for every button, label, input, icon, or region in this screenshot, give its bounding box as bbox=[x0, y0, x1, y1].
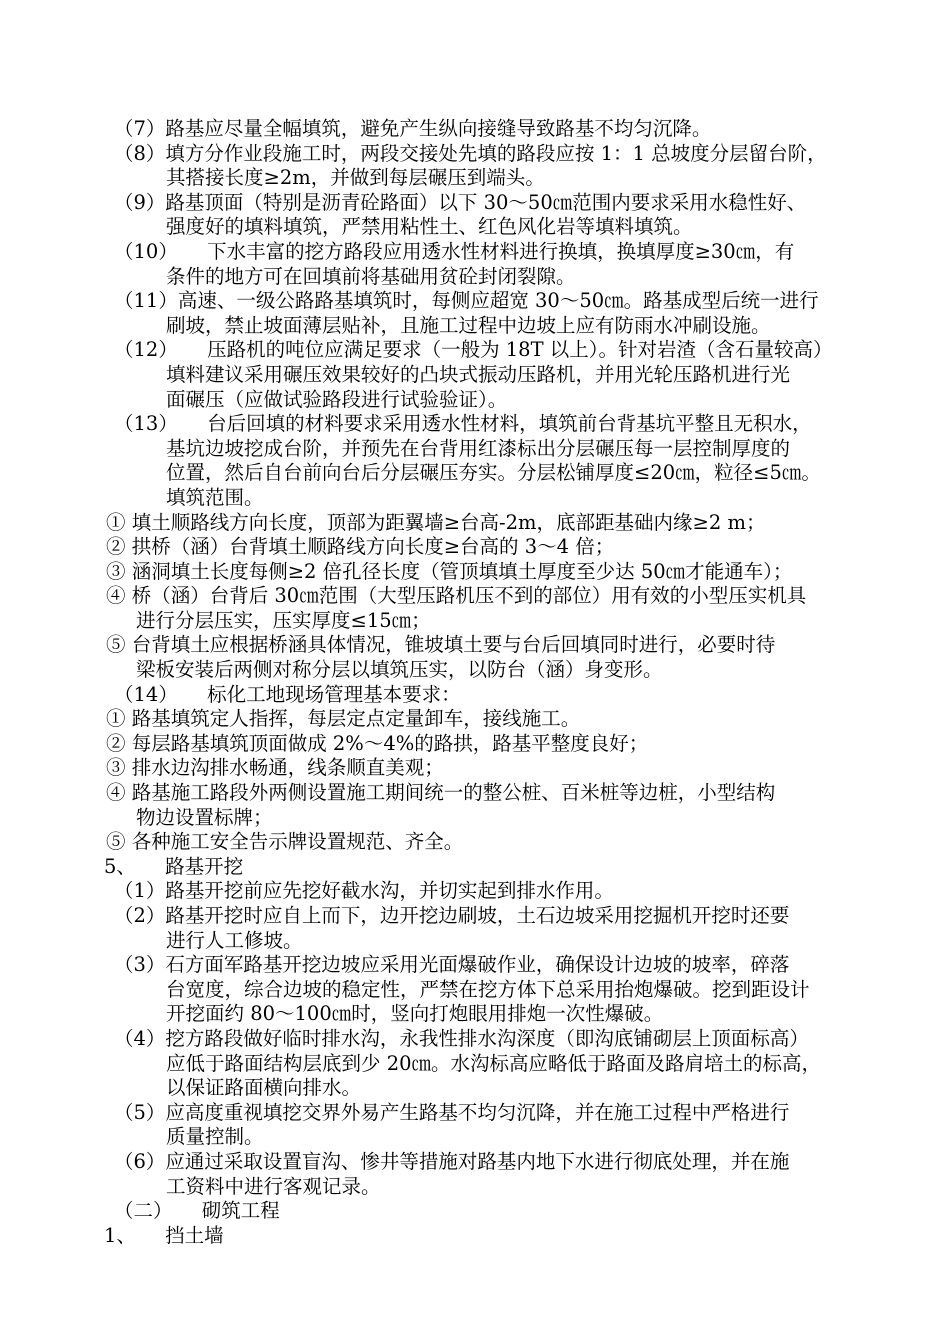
paragraph-c4 bbox=[104, 584, 894, 633]
text-line: （2）路基开挖时应自上而下，边开挖边刷坡，土石边坡采用挖掘机开挖时还要 bbox=[114, 904, 790, 927]
text-line: （9）路基顶面（特别是沥青砼路面）以下 30～50㎝范围内要求采用水稳性好、 bbox=[114, 190, 807, 214]
text-line: 以保证路面横向排水。 bbox=[166, 1076, 362, 1100]
paragraph-c1 bbox=[104, 511, 894, 536]
text-line: 1、 挡土墙 bbox=[104, 1223, 224, 1247]
text-line: ② 拱桥（涵）台背填土顺路线方向长度≥台高的 3～4 倍； bbox=[106, 535, 615, 559]
paragraph-e4 bbox=[104, 1027, 894, 1101]
paragraph-d4 bbox=[104, 781, 894, 830]
text-line: 刷坡，禁止坡面薄层贴补，且施工过程中边坡上应有防雨水冲刷设施。 bbox=[166, 313, 771, 337]
paragraph-c5 bbox=[104, 633, 894, 682]
paragraph-p14 bbox=[104, 683, 894, 708]
text-line: ③ 排水边沟排水畅通，线条顺直美观； bbox=[106, 756, 444, 780]
text-line: ⑤ 各种施工安全告示牌设置规范、齐全。 bbox=[106, 830, 464, 854]
text-line: 5、 路基开挖 bbox=[104, 854, 244, 878]
text-line: （4）挖方路段做好临时排水沟，永我性排水沟深度（即沟底铺砌层上顶面标高） bbox=[114, 1026, 809, 1050]
paragraph-p13 bbox=[104, 412, 894, 510]
text-line: 条件的地方可在回填前将基础用贫砼封闭裂隙。 bbox=[166, 264, 576, 288]
document-body bbox=[104, 117, 894, 1248]
paragraph-c3 bbox=[104, 560, 894, 585]
text-line: 强度好的填料填筑，严禁用粘性土、红色风化岩等填料填筑。 bbox=[166, 215, 693, 239]
text-line: （5）应高度重视填挖交界外易产生路基不均匀沉降，并在施工过程中严格进行 bbox=[114, 1100, 790, 1124]
paragraph-e5 bbox=[104, 1101, 894, 1150]
text-line: （8）填方分作业段施工时，两段交接处先填的路段应按 1：1 总坡度分层留台阶， bbox=[114, 141, 827, 165]
paragraph-p8 bbox=[104, 142, 894, 191]
paragraph-p11 bbox=[104, 289, 894, 338]
text-line: 应低于路面结构层底到少 20㎝。水沟标高应略低于路面及路肩培土的标高， bbox=[166, 1051, 822, 1075]
paragraph-p10 bbox=[104, 240, 894, 289]
text-line: （7）路基应尽量全幅填筑，避免产生纵向接缝导致路基不均匀沉降。 bbox=[114, 117, 712, 140]
text-line: 基坑边坡挖成台阶，并预先在台背用红漆标出分层碾压每一层控制厚度的 bbox=[166, 436, 791, 460]
text-line: （14） 标化工地现场管理基本要求： bbox=[114, 682, 461, 706]
text-line: 其搭接长度≥2m，并做到每层碾压到端头。 bbox=[166, 166, 545, 190]
paragraph-c2 bbox=[104, 535, 894, 560]
text-line: 填筑范围。 bbox=[166, 485, 264, 509]
paragraph-d5 bbox=[104, 830, 894, 855]
paragraph-h1 bbox=[104, 1224, 894, 1249]
text-line: ① 路基填筑定人指挥，每层定点定量卸车，接线施工。 bbox=[106, 707, 581, 731]
text-line: ① 填土顺路线方向长度，顶部为距翼墙≥台高-2m，底部距基础内缘≥2 m； bbox=[106, 510, 766, 534]
text-line: 梁板安装后两侧对称分层以填筑压实，以防台（涵）身变形。 bbox=[136, 658, 663, 682]
text-line: 位置，然后自台前向台后分层碾压夯实。分层松铺厚度≤20㎝，粒径≤5㎝。 bbox=[166, 461, 821, 485]
text-line: 物边设置标牌； bbox=[136, 805, 273, 829]
text-line: 填料建议采用碾压效果较好的凸块式振动压路机，并用光轮压路机进行光 bbox=[166, 362, 791, 386]
text-line: （3）石方面军路基开挖边坡应采用光面爆破作业，确保设计边坡的坡率，碎落 bbox=[114, 953, 790, 977]
paragraph-e3 bbox=[104, 953, 894, 1027]
text-line: ⑤ 台背填土应根据桥涵具体情况，锥坡填土要与台后回填同时进行，必要时待 bbox=[106, 633, 776, 657]
text-line: 开挖面约 80～100㎝时，竖向打炮眼用排炮一次性爆破。 bbox=[166, 1002, 664, 1026]
paragraph-h2 bbox=[104, 1199, 894, 1224]
paragraph-e1 bbox=[104, 879, 894, 904]
text-line: 台宽度，综合边坡的稳定性，严禁在挖方体下总采用抬炮爆破。挖到距设计 bbox=[166, 977, 810, 1001]
text-line: 面碾压（应做试验路段进行试验验证）。 bbox=[166, 387, 508, 411]
text-line: （10） 下水丰富的挖方路段应用透水性材料进行换填，换填厚度≥30㎝，有 bbox=[114, 239, 795, 263]
text-line: ④ 路基施工路段外两侧设置施工期间统一的整公桩、百米桩等边桩，小型结构 bbox=[106, 781, 776, 805]
text-line: （11）高速、一级公路路基填筑时，每侧应超宽 30～50㎝。路基成型后统一进行 bbox=[114, 289, 819, 313]
paragraph-e2 bbox=[104, 904, 894, 953]
text-line: 进行分层压实，压实厚度≤15㎝； bbox=[136, 608, 431, 632]
text-line: （1）路基开挖前应先挖好截水沟，并切实起到排水作用。 bbox=[114, 879, 614, 903]
text-line: 进行人工修坡。 bbox=[166, 928, 303, 952]
text-line: 工资料中进行客观记录。 bbox=[166, 1174, 381, 1198]
paragraph-d1 bbox=[104, 707, 894, 732]
paragraph-h5 bbox=[104, 855, 894, 880]
paragraph-d3 bbox=[104, 756, 894, 781]
paragraph-p9 bbox=[104, 191, 894, 240]
paragraph-d2 bbox=[104, 732, 894, 757]
text-line: ② 每层路基填筑顶面做成 2%～4%的路拱，路基平整度良好； bbox=[106, 731, 649, 755]
text-line: （6）应通过采取设置盲沟、惨井等措施对路基内地下水进行彻底处理，并在施 bbox=[114, 1149, 790, 1173]
text-line: （13） 台后回填的材料要求采用透水性材料，填筑前台背基坑平整且无积水， bbox=[114, 412, 812, 436]
paragraph-e6 bbox=[104, 1150, 894, 1199]
paragraph-p7 bbox=[104, 117, 894, 142]
text-line: （二） 砌筑工程 bbox=[114, 1199, 280, 1223]
text-line: ③ 涵洞填土长度每侧≥2 倍孔径长度（管顶填填土厚度至少达 50㎝才能通车）； bbox=[106, 559, 793, 583]
text-line: ④ 桥（涵）台背后 30㎝范围（大型压路机压不到的部位）用有效的小型压实机具 bbox=[106, 584, 807, 608]
paragraph-p12 bbox=[104, 338, 894, 412]
text-line: （12） 压路机的吨位应满足要求（一般为 18T 以上）。针对岩渣（含石量较高） bbox=[114, 338, 833, 362]
text-line: 质量控制。 bbox=[166, 1125, 264, 1149]
